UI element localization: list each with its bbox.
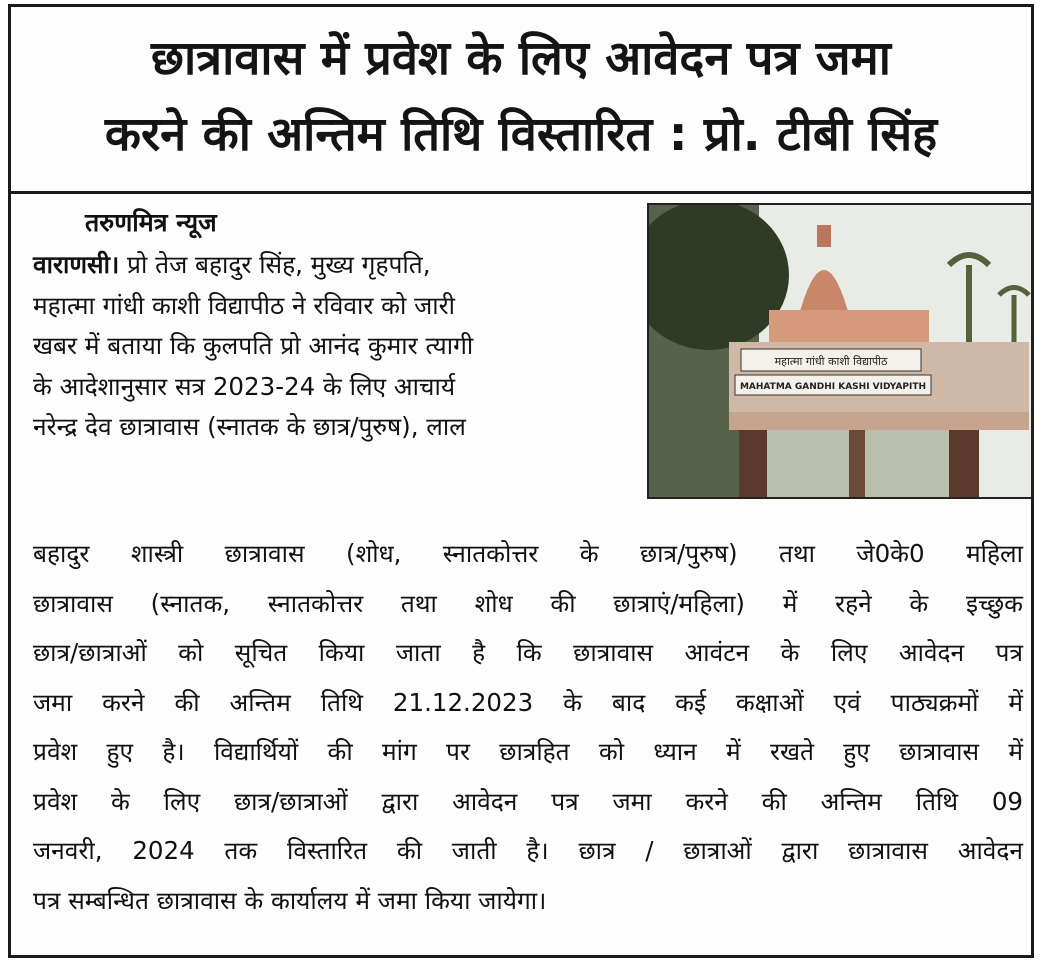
article-line: जनवरी, 2024 तक विस्तारित की जाती है। छात्र / छात्राओं द्वारा छात्रावास आवेदन [33,836,1023,865]
article-line: महात्मा गांधी काशी विद्यापीठ ने रविवार को जारी [33,290,455,320]
gate-lintel [729,412,1029,430]
gate-upper-band [769,310,929,342]
article-line: छात्रावास (स्नातक, स्नातकोत्तर तथा शोध की छात्राएं/महिला) में रहने के इच्छुक [33,588,1023,618]
news-clipping [8,4,1034,958]
dateline: वाराणसी। [33,250,120,279]
english-sign-text: MAHATMA GANDHI KASHI VIDYAPITH [739,382,927,392]
article-line: पत्र सम्बन्धित छात्रावास के कार्यालय में जमा किया जायेगा। [33,885,547,915]
article-full-width-text [33,529,1023,925]
gate-pillar-center [849,430,865,497]
article-line: नरेन्द्र देव छात्रावास (स्नातक के छात्र/पुरुष), लाल [33,412,466,441]
article-line: प्रवेश हुए है। विद्यार्थियों की मांग पर छात्रहित को ध्यान में रखते हुए छात्रावास में [33,737,1023,766]
university-gate-photo [647,203,1033,499]
headline-line-1: छात्रावास में प्रवेश के लिए आवेदन पत्र जमा [151,31,891,86]
article-line: छात्र/छात्राओं को सूचित किया जाता है कि छात्रावास आवंटन के लिए आवेदन पत्र [33,638,1023,667]
article-line: बहादुर शास्त्री छात्रावास (शोध, स्नातकोत्तर के छात्र/पुरुष) तथा जे0के0 महिला [33,539,1023,568]
article-line: जमा करने की अन्तिम तिथि 21.12.2023 के बाद कई कक्षाओं एवं पाठ्यक्रमों में [33,687,1023,717]
article-line: प्रवेश के लिए छात्र/छात्राओं द्वारा आवेदन पत्र जमा करने की अन्तिम तिथि 09 [33,786,1023,816]
article-column-text [33,245,633,448]
gate-opening-left [767,430,849,497]
hindi-sign-text: महात्मा गांधी काशी विद्यापीठ [774,355,888,368]
gate-opening-right [865,430,949,497]
gate-pillar-left [739,430,767,497]
article-line: के आदेशानुसार सत्र 2023-24 के लिए आचार्य [33,371,456,401]
article-line: खबर में बताया कि कुलपति प्रो आनंद कुमार त्यागी [33,331,474,360]
gate-pillar-right [949,430,979,497]
gate-illustration [649,205,1031,497]
dome-finial [817,225,831,247]
article-line [33,245,633,286]
article-line-text: प्रो तेज बहादुर सिंह, मुख्य गृहपति, [119,250,431,279]
headline-line-2: करने की अन्तिम तिथि विस्तारित : प्रो. टीबी सिंह [104,107,938,162]
headline-divider [11,191,1031,194]
byline: तरुणमित्र न्यूज [85,208,217,237]
headline [11,21,1031,173]
